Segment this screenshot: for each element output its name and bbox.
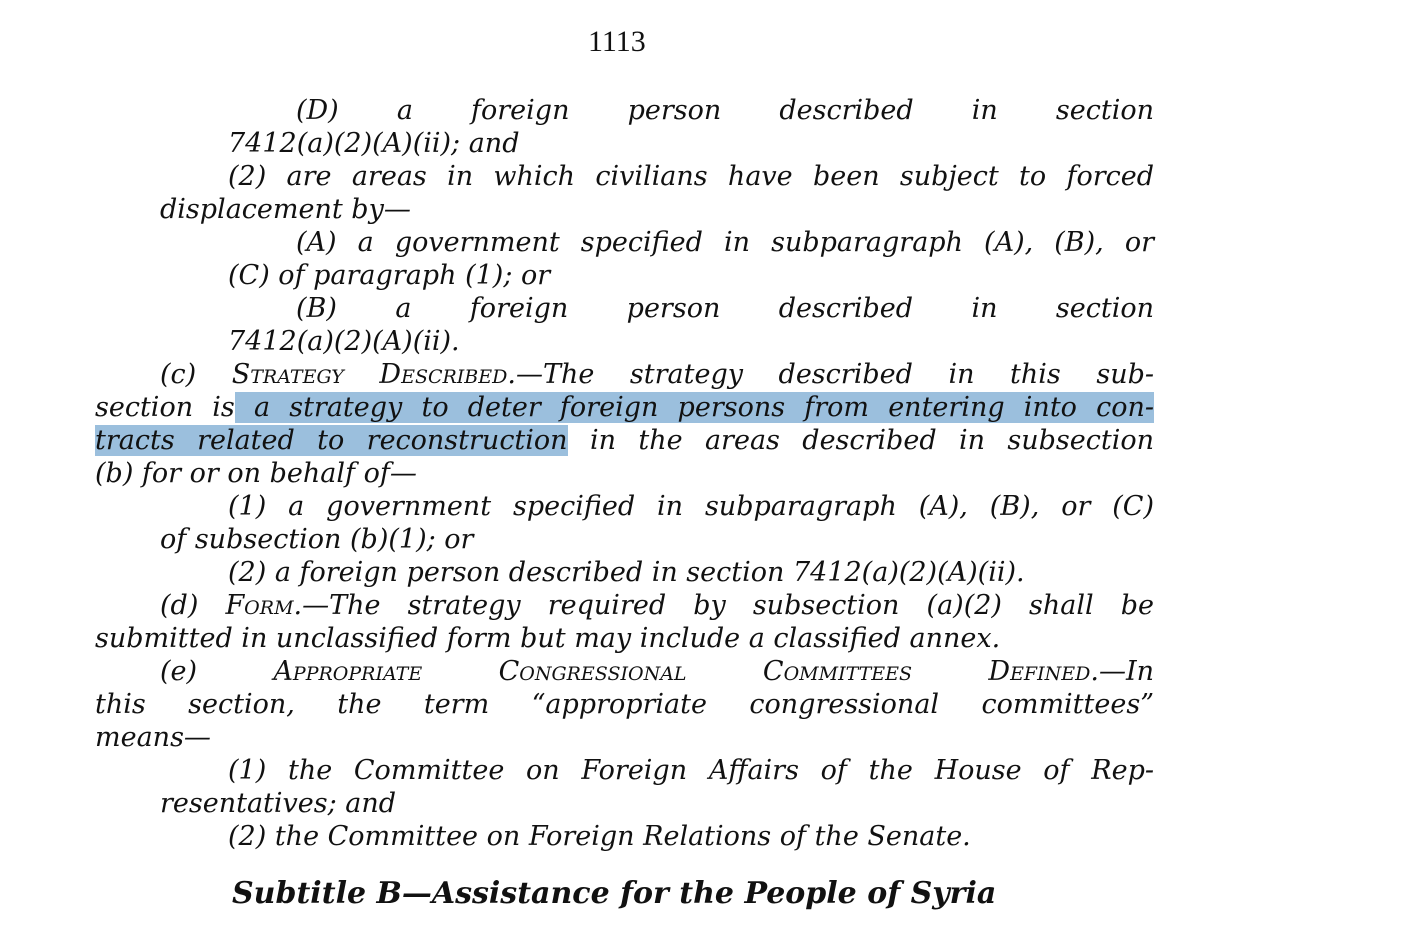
text-selection-highlight[interactable]: a strategy to deter foreign persons from entering into con- [234, 392, 1154, 423]
text-segment: in the areas described in subsection [567, 425, 1155, 456]
text-line: (2) a foreign person described in section 7412(a)(2)(A)(ii). [228, 557, 1025, 588]
subsection-label: (d) [160, 590, 226, 621]
text-line: (C) of paragraph (1); or [228, 260, 551, 291]
text-line: (b) for or on behalf of— [95, 458, 417, 489]
text-line: displacement by— [160, 194, 411, 225]
text-line: (D) a foreign person described in section [296, 95, 1154, 126]
highlighted-line [95, 424, 1154, 457]
text-line: resentatives; and [160, 788, 397, 819]
subtitle-heading: Subtitle B—Assistance for the People of Syria [232, 876, 997, 911]
text-line: (2) the Committee on Foreign Relations of the Senate. [228, 821, 971, 852]
subsection-heading: Strategy Described [231, 359, 508, 390]
text-segment: section is [95, 392, 235, 423]
text-line: means— [95, 722, 211, 753]
subsection-d-heading-line [160, 589, 1154, 622]
page-number: 1113 [588, 25, 646, 58]
subsection-c-heading-line [160, 358, 1154, 391]
text-line: 7412(a)(2)(A)(ii); and [228, 128, 520, 159]
subsection-text: .—The strategy described in this sub- [507, 359, 1154, 390]
text-line: (B) a foreign person described in section [296, 293, 1154, 324]
subsection-text: .—In [1090, 656, 1154, 687]
text-line: (1) a government specified in subparagraph (A), (B), or (C) [228, 491, 1154, 522]
text-line: (1) the Committee on Foreign Affairs of the House of Rep- [228, 755, 1154, 786]
text-selection-highlight[interactable]: tracts related to reconstruction [95, 425, 568, 456]
subsection-e-heading-line [160, 655, 1154, 688]
subsection-label: (c) [160, 359, 232, 390]
text-line: of subsection (b)(1); or [160, 524, 474, 555]
text-line: this section, the term “appropriate congressional committees” [95, 689, 1154, 720]
subsection-label: (e) [160, 656, 274, 687]
subsection-text: .—The strategy required by subsection (a)(2) shall be [293, 590, 1154, 621]
highlighted-line [95, 391, 1154, 424]
subsection-heading: Form [225, 590, 294, 621]
text-line: 7412(a)(2)(A)(ii). [228, 326, 460, 357]
text-line: (2) are areas in which civilians have been subject to forced [228, 161, 1154, 192]
text-line: submitted in unclassified form but may include a classified annex. [95, 623, 1001, 654]
text-line: (A) a government specified in subparagraph (A), (B), or [296, 227, 1154, 258]
subsection-heading: Appropriate Congressional Committees Defined [273, 656, 1091, 687]
